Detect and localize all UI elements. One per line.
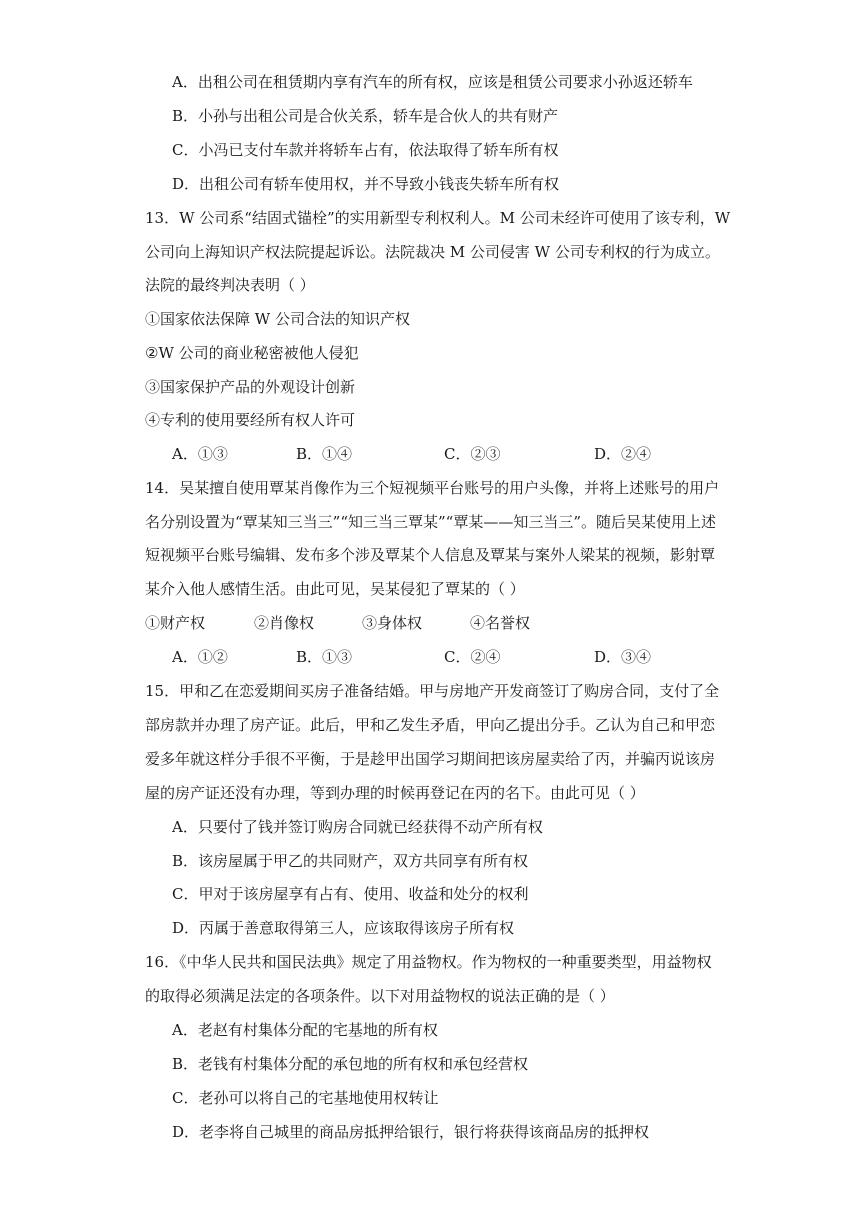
q16-option-b: B．老钱有村集体分配的承包地的所有权和承包经营权	[172, 1055, 529, 1073]
q13-statement-4: ④专利的使用要经所有权人许可	[145, 411, 356, 429]
q15-stem-line-2: 部房款并办理了房产证。此后，甲和乙发生矛盾，甲向乙提出分手。乙认为自己和甲恋	[145, 716, 716, 734]
q15-stem-line-4: 屋的房产证还没有办理，等到办理的时候再登记在丙的名下。由此可见（ ）	[145, 784, 645, 802]
q13-statement-1: ①国家依法保障 W 公司合法的知识产权	[145, 310, 410, 328]
q16-option-d: D．老李将自己城里的商品房抵押给银行，银行将获得该商品房的抵押权	[172, 1123, 650, 1141]
q14-statement-2: ②肖像权	[254, 614, 315, 632]
q12-option-b: B．小孙与出租公司是合伙关系，轿车是合伙人的共有财产	[172, 107, 559, 125]
q13-stem-line-3: 法院的最终判决表明（ ）	[145, 276, 315, 294]
q13-choice-a: A．①③	[172, 445, 228, 463]
q12-option-a: A．出租公司在租赁期内享有汽车的所有权，应该是租赁公司要求小孙返还轿车	[172, 73, 693, 91]
q15-option-c: C．甲对于该房屋享有占有、使用、收益和处分的权利	[172, 885, 529, 903]
q14-choice-a: A．①②	[172, 648, 228, 666]
q16-stem-line-1: 16．《中华人民共和国民法典》规定了用益物权。作为物权的一种重要类型，用益物权	[145, 953, 712, 971]
q15-option-d: D．丙属于善意取得第三人，应该取得该房子所有权	[172, 919, 515, 937]
q13-stem-line-2: 公司向上海知识产权法院提起诉讼。法院裁决 M 公司侵害 W 公司专利权的行为成立。	[145, 243, 720, 261]
q13-stem-line-1: 13．W 公司系“结固式锚栓”的实用新型专利权利人。M 公司未经许可使用了该专利，W	[145, 209, 731, 227]
q12-option-d: D．出租公司有轿车使用权，并不导致小钱丧失轿车所有权	[172, 175, 560, 193]
q13-statement-3: ③国家保护产品的外观设计创新	[145, 378, 356, 396]
q13-choice-c: C．②③	[444, 445, 501, 463]
q15-option-a: A．只要付了钱并签订购房合同就已经获得不动产所有权	[172, 818, 543, 836]
q14-statement-1: ①财产权	[145, 614, 206, 632]
q14-statement-3: ③身体权	[362, 614, 423, 632]
q12-option-c: C．小冯已支付车款并将轿车占有，依法取得了轿车所有权	[172, 141, 559, 159]
q16-stem-line-2: 的取得必须满足法定的各项条件。以下对用益物权的说法正确的是（ ）	[145, 987, 615, 1005]
q14-stem-line-1: 14．吴某擅自使用覃某肖像作为三个短视频平台账号的用户头像，并将上述账号的用户	[145, 479, 720, 497]
q15-stem-line-3: 爱多年就这样分手很不平衡，于是趁甲出国学习期间把该房屋卖给了丙，并骗丙说该房	[145, 750, 716, 768]
q16-option-a: A．老赵有村集体分配的宅基地的所有权	[172, 1021, 438, 1039]
q13-choice-d: D．②④	[594, 445, 652, 463]
q13-statement-2: ②W 公司的商业秘密被他人侵犯	[145, 344, 359, 362]
q15-stem-line-1: 15．甲和乙在恋爱期间买房子准备结婚。甲与房地产开发商签订了购房合同，支付了全	[145, 682, 720, 700]
q16-option-c: C．老孙可以将自己的宅基地使用权转让	[172, 1089, 439, 1107]
q14-choice-b: B．①③	[296, 648, 353, 666]
q14-statement-4: ④名誉权	[470, 614, 531, 632]
q15-option-b: B．该房屋属于甲乙的共同财产，双方共同享有所有权	[172, 852, 529, 870]
q14-stem-line-4: 某介入他人感情生活。由此可见，吴某侵犯了覃某的（ ）	[145, 580, 525, 598]
q13-choice-b: B．①④	[296, 445, 353, 463]
q14-choice-d: D．③④	[594, 648, 652, 666]
q14-stem-line-3: 短视频平台账号编辑、发布多个涉及覃某个人信息及覃某与案外人梁某的视频，影射覃	[145, 546, 716, 564]
q14-stem-line-2: 名分别设置为“覃某知三当三”“知三当三覃某”“覃某——知三当三”。随后吴某使用上述	[145, 513, 717, 531]
q14-choice-c: C．②④	[444, 648, 501, 666]
